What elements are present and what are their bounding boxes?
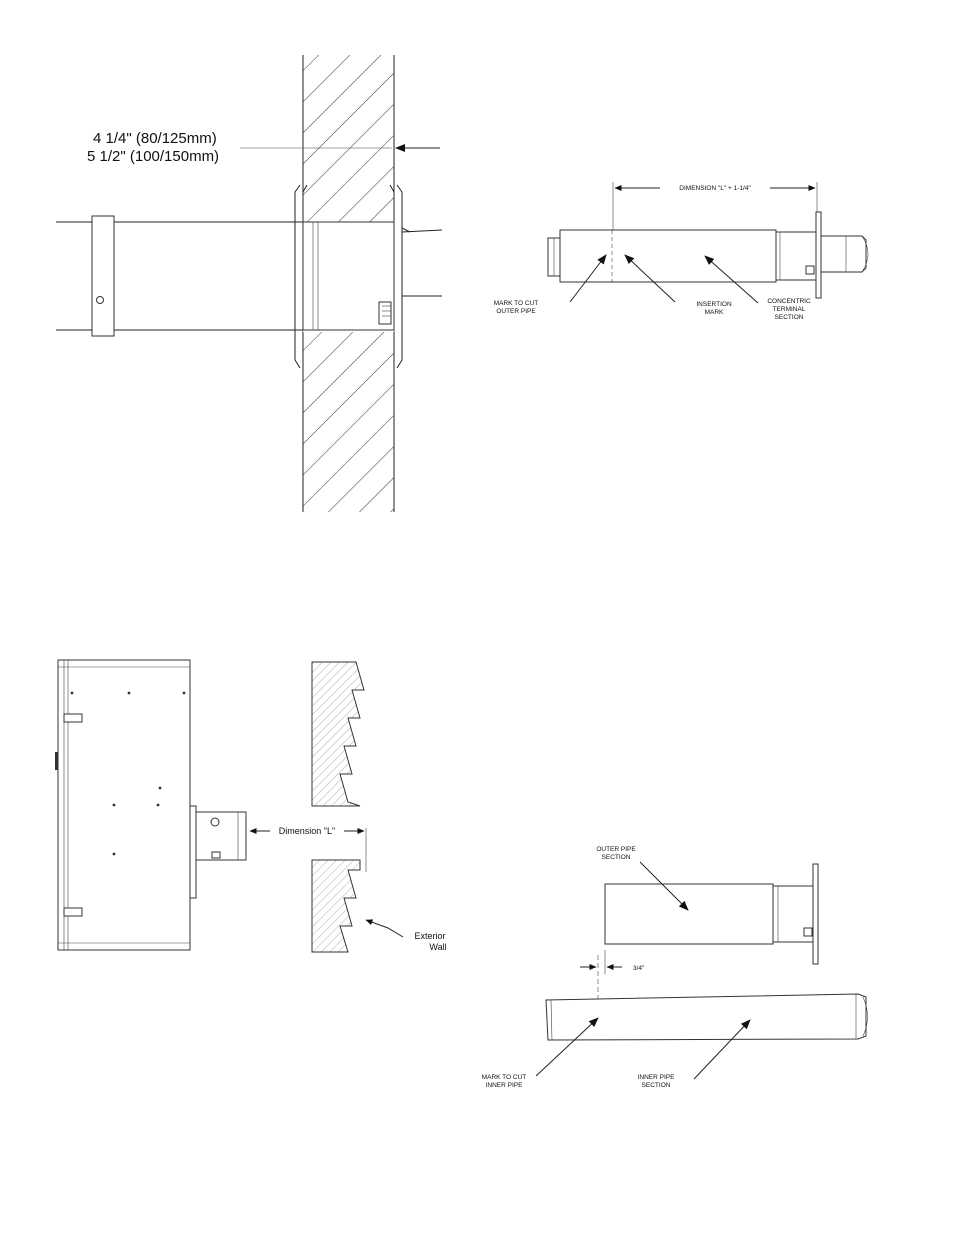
mark-inner-label-2: INNER PIPE bbox=[485, 1082, 523, 1089]
terminal-label-3: SECTION bbox=[774, 314, 804, 321]
dimension-l-label: Dimension "L" bbox=[278, 826, 336, 836]
figure-wall-section bbox=[56, 55, 442, 512]
outer-dimension-label: DIMENSION "L" + 1-1/4" bbox=[679, 185, 751, 192]
exterior-wall-label-2: Wall bbox=[429, 942, 447, 952]
mark-outer-label-2: OUTER PIPE bbox=[496, 308, 536, 315]
insertion-label-1: INSERTION bbox=[696, 301, 732, 308]
wall-dimension-line1: 4 1/4" (80/125mm) bbox=[93, 130, 217, 147]
wall-dimension-line2: 5 1/2" (100/150mm) bbox=[87, 148, 220, 165]
screw-icon bbox=[97, 297, 104, 304]
collar-screw-icon bbox=[211, 818, 219, 826]
insertion-label-2: MARK bbox=[704, 309, 724, 316]
outer-section-label-2: SECTION bbox=[601, 854, 631, 861]
exterior-wall-bottom bbox=[312, 860, 360, 952]
exterior-wall-top bbox=[312, 662, 364, 806]
inner-section-label-1: INNER PIPE bbox=[637, 1074, 675, 1081]
outer-section-label-1: OUTER PIPE bbox=[596, 846, 636, 853]
figure-inner-pipe-mark bbox=[482, 846, 868, 1089]
gap-label: 3/4" bbox=[633, 965, 645, 972]
exterior-wall-label-1: Exterior bbox=[414, 931, 446, 941]
mark-inner-label-1: MARK TO CUT bbox=[481, 1074, 527, 1081]
inner-section-label-2: SECTION bbox=[641, 1082, 671, 1089]
figure-outer-pipe-mark bbox=[494, 182, 868, 321]
mark-outer-label-1: MARK TO CUT bbox=[493, 300, 539, 307]
exterior-wall-leader bbox=[366, 920, 403, 937]
inner-pipe bbox=[546, 994, 866, 1040]
terminal-label-1: CONCENTRIC bbox=[767, 298, 811, 305]
figure-appliance-wall bbox=[55, 660, 447, 952]
terminal-label-2: TERMINAL bbox=[772, 306, 806, 313]
